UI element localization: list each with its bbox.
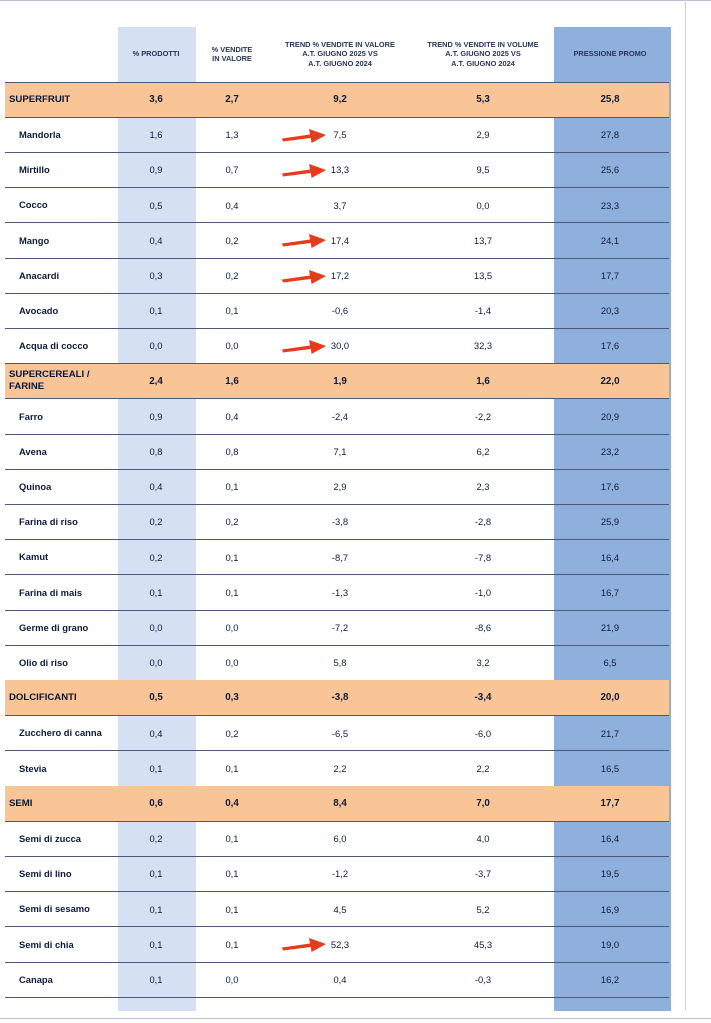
- row-label: Acqua di cocco: [19, 340, 89, 352]
- cell-value: 2,2: [333, 762, 347, 774]
- cell-value: 0,1: [225, 903, 239, 915]
- cell-value: 17,4: [330, 234, 350, 246]
- arrow-right-icon: [280, 160, 328, 180]
- cell-value: 3,2: [476, 657, 490, 669]
- cell-value: 0,1: [225, 762, 239, 774]
- cell-value: 16,7: [600, 586, 620, 598]
- cell-value: 0,1: [149, 974, 163, 986]
- row-label: Kamut: [19, 551, 49, 563]
- table-row: [5, 575, 669, 610]
- cell-value: 0,0: [225, 340, 239, 352]
- row-label: Semi di sesamo: [19, 903, 90, 915]
- cell-value: 1,6: [149, 129, 163, 141]
- cell-value: 0,8: [149, 446, 163, 458]
- row-label: Farro: [19, 410, 43, 422]
- cell-value: 0,4: [225, 798, 239, 810]
- cell-value: 1,3: [225, 129, 239, 141]
- cell-value: 5,8: [333, 657, 347, 669]
- table-row: [5, 223, 669, 258]
- cell-value: -2,2: [474, 410, 492, 422]
- cell-value: 16,5: [600, 762, 620, 774]
- column-header-3: [265, 28, 415, 80]
- cell-value: 4,0: [476, 833, 490, 845]
- cell-value: 0,7: [225, 164, 239, 176]
- row-label: Mandorla: [19, 128, 61, 140]
- column-header-1: [118, 28, 194, 80]
- cell-value: 0,1: [225, 481, 239, 493]
- cell-value: 19,5: [600, 868, 620, 880]
- cell-value: 0,1: [149, 868, 163, 880]
- column-header-5: [554, 28, 666, 80]
- category-label: SEMI: [9, 797, 33, 809]
- row-label: Mango: [19, 234, 50, 246]
- row-label: Semi di chia: [19, 938, 74, 950]
- cell-value: 20,0: [600, 692, 620, 704]
- cell-value: 52,3: [330, 938, 350, 950]
- cell-value: 23,3: [600, 199, 620, 211]
- row-label: Farina di mais: [19, 586, 83, 598]
- cell-value: 0,0: [149, 622, 163, 634]
- category-label: SUPERFRUIT: [9, 93, 71, 105]
- cell-value: 0,1: [149, 762, 163, 774]
- table-row: [5, 469, 669, 504]
- cell-value: 19,0: [600, 938, 620, 950]
- cell-value: 21,9: [600, 622, 620, 634]
- column-header-2: [194, 28, 270, 80]
- cell-value: 0,1: [225, 586, 239, 598]
- cell-value: -6,0: [474, 727, 492, 739]
- column-header-text: PRESSIONE PROMO: [573, 49, 647, 59]
- table-row: [5, 751, 669, 786]
- row-label: Quinoa: [19, 480, 52, 492]
- arrow-right-icon: [280, 266, 328, 286]
- table-row: [5, 504, 669, 539]
- cell-value: 4,5: [333, 903, 347, 915]
- cell-value: 27,8: [600, 129, 620, 141]
- cell-value: 2,3: [476, 481, 490, 493]
- table-row: [5, 328, 669, 363]
- table-row: [5, 610, 669, 645]
- cell-value: 16,2: [600, 974, 620, 986]
- column-header-4: [408, 28, 558, 80]
- cell-value: 0,3: [149, 270, 163, 282]
- table-row: [5, 645, 669, 680]
- table-row: [5, 540, 669, 575]
- cell-value: -8,7: [331, 551, 349, 563]
- cell-value: 7,5: [333, 129, 347, 141]
- cell-value: 0,2: [149, 833, 163, 845]
- cell-value: 0,0: [225, 974, 239, 986]
- cell-value: 2,9: [476, 129, 490, 141]
- table-row: [5, 962, 669, 997]
- cell-value: -1,3: [331, 586, 349, 598]
- cell-value: 0,2: [149, 551, 163, 563]
- cell-value: 6,0: [333, 833, 347, 845]
- cell-value: -3,8: [331, 692, 349, 704]
- cell-value: 0,4: [149, 727, 163, 739]
- cell-value: 0,1: [225, 305, 239, 317]
- cell-value: -3,7: [474, 868, 492, 880]
- cell-value: -1,4: [474, 305, 492, 317]
- table-row: [5, 293, 669, 328]
- cell-value: 23,2: [600, 446, 620, 458]
- row-label: Canapa: [19, 973, 53, 985]
- cell-value: -0,6: [331, 305, 349, 317]
- cell-value: 20,3: [600, 305, 620, 317]
- cell-value: 0,9: [149, 164, 163, 176]
- table-row: [5, 188, 669, 223]
- arrow-right-icon: [280, 336, 328, 356]
- cell-value: 2,2: [476, 762, 490, 774]
- cell-value: 2,7: [225, 94, 239, 106]
- table-row: [5, 117, 669, 152]
- cell-value: 1,9: [333, 375, 347, 387]
- table-row: [5, 821, 669, 856]
- cell-value: 0,1: [149, 938, 163, 950]
- cell-value: 7,0: [476, 798, 490, 810]
- cell-value: 0,2: [225, 270, 239, 282]
- column-header-text: TREND % VENDITE IN VALORE A.T. GIUGNO 2025 VS A.T. GIUGNO 2024: [285, 40, 395, 68]
- category-label: SUPERCEREALI / FARINE: [9, 369, 90, 393]
- cell-value: 0,4: [333, 974, 347, 986]
- cell-value: 0,2: [149, 516, 163, 528]
- table-row: [5, 152, 669, 187]
- frame-top-border: [0, 0, 711, 1]
- table-row: [5, 927, 669, 962]
- cell-value: 0,5: [149, 199, 163, 211]
- cell-value: 25,8: [600, 94, 620, 106]
- column-header-text: TREND % VENDITE IN VOLUME A.T. GIUGNO 2025 VS A.T. GIUGNO 2024: [427, 40, 539, 68]
- cell-value: 13,5: [473, 270, 493, 282]
- cell-value: 24,1: [600, 234, 620, 246]
- cell-value: 0,4: [149, 234, 163, 246]
- row-label: Semi di lino: [19, 868, 72, 880]
- row-label: Avocado: [19, 304, 59, 316]
- cell-value: -1,2: [331, 868, 349, 880]
- cell-value: 0,1: [225, 938, 239, 950]
- table-row: [5, 258, 669, 293]
- cell-value: 3,6: [149, 94, 163, 106]
- cell-value: 5,2: [476, 903, 490, 915]
- cell-value: 0,1: [225, 551, 239, 563]
- cell-value: 0,2: [225, 516, 239, 528]
- cell-value: 0,1: [149, 305, 163, 317]
- cell-value: 6,2: [476, 446, 490, 458]
- cell-value: 45,3: [473, 938, 493, 950]
- cell-value: -2,4: [331, 410, 349, 422]
- table-row: [5, 892, 669, 927]
- row-label: Olio di riso: [19, 656, 68, 668]
- cell-value: 0,1: [225, 868, 239, 880]
- row-label: Anacardi: [19, 269, 60, 281]
- table-row: [5, 434, 669, 469]
- cell-value: 16,4: [600, 551, 620, 563]
- cell-value: -7,8: [474, 551, 492, 563]
- row-label: Zucchero di canna: [19, 727, 102, 739]
- cell-value: 0,2: [225, 234, 239, 246]
- cell-value: 0,2: [225, 727, 239, 739]
- cell-value: 0,1: [149, 586, 163, 598]
- cell-value: 0,0: [149, 340, 163, 352]
- row-divider: [5, 997, 669, 998]
- cell-value: 0,4: [149, 481, 163, 493]
- cell-value: 25,9: [600, 516, 620, 528]
- cell-value: 0,1: [149, 903, 163, 915]
- cell-value: 2,4: [149, 375, 163, 387]
- frame-bottom-border: [0, 1018, 711, 1019]
- cell-value: 1,6: [476, 375, 490, 387]
- cell-value: 17,7: [600, 798, 620, 810]
- cell-value: 0,8: [225, 446, 239, 458]
- cell-value: 8,4: [333, 798, 347, 810]
- cell-value: 3,7: [333, 199, 347, 211]
- category-label: DOLCIFICANTI: [9, 691, 77, 703]
- row-label: Avena: [19, 445, 47, 457]
- category-row: [5, 680, 669, 715]
- table-row: [5, 856, 669, 891]
- category-row: [5, 82, 669, 117]
- cell-value: 0,1: [225, 833, 239, 845]
- category-row: [5, 364, 669, 399]
- cell-value: 2,9: [333, 481, 347, 493]
- cell-value: 0,0: [476, 199, 490, 211]
- cell-value: 13,3: [330, 164, 350, 176]
- row-label: Stevia: [19, 762, 47, 774]
- cell-value: 25,6: [600, 164, 620, 176]
- frame-right-border: [685, 0, 686, 1010]
- cell-value: 9,5: [476, 164, 490, 176]
- cell-value: 0,5: [149, 692, 163, 704]
- cell-value: 0,0: [225, 657, 239, 669]
- column-header-text: % VENDITE IN VALORE: [211, 44, 253, 63]
- cell-value: -3,8: [331, 516, 349, 528]
- cell-value: 32,3: [473, 340, 493, 352]
- row-label: Farina di riso: [19, 516, 78, 528]
- cell-value: 7,1: [333, 446, 347, 458]
- cell-value: 5,3: [476, 94, 490, 106]
- cell-value: 0,0: [149, 657, 163, 669]
- cell-value: 16,9: [600, 903, 620, 915]
- column-header-text: % PRODOTTI: [132, 49, 180, 59]
- cell-value: 16,4: [600, 833, 620, 845]
- cell-value: -6,5: [331, 727, 349, 739]
- arrow-right-icon: [280, 125, 328, 145]
- cell-value: 0,6: [149, 798, 163, 810]
- cell-value: 22,0: [600, 375, 620, 387]
- arrow-right-icon: [280, 230, 328, 250]
- cell-value: 17,6: [600, 340, 620, 352]
- cell-value: 30,0: [330, 340, 350, 352]
- cell-value: 13,7: [473, 234, 493, 246]
- cell-value: -0,3: [474, 974, 492, 986]
- cell-value: 0,3: [225, 692, 239, 704]
- table-row: [5, 399, 669, 434]
- cell-value: 17,7: [600, 270, 620, 282]
- cell-value: 9,2: [333, 94, 347, 106]
- cell-value: 0,0: [225, 622, 239, 634]
- cell-value: 21,7: [600, 727, 620, 739]
- arrow-right-icon: [280, 934, 328, 954]
- cell-value: 6,5: [603, 657, 617, 669]
- row-label: Semi di zucca: [19, 832, 82, 844]
- row-label: Cocco: [19, 199, 48, 211]
- cell-value: 17,6: [600, 481, 620, 493]
- row-label: Germe di grano: [19, 621, 89, 633]
- cell-value: 17,2: [330, 270, 350, 282]
- category-row: [5, 786, 669, 821]
- cell-value: -3,4: [474, 692, 492, 704]
- cell-value: 0,4: [225, 199, 239, 211]
- cell-value: 0,4: [225, 410, 239, 422]
- cell-value: -8,6: [474, 622, 492, 634]
- cell-value: 0,9: [149, 410, 163, 422]
- table-top-divider: [5, 82, 669, 83]
- cell-value: 1,6: [225, 375, 239, 387]
- cell-value: -1,0: [474, 586, 492, 598]
- table-row: [5, 716, 669, 751]
- row-label: Mirtillo: [19, 164, 50, 176]
- cell-value: 20,9: [600, 410, 620, 422]
- cell-value: -7,2: [331, 622, 349, 634]
- cell-value: -2,8: [474, 516, 492, 528]
